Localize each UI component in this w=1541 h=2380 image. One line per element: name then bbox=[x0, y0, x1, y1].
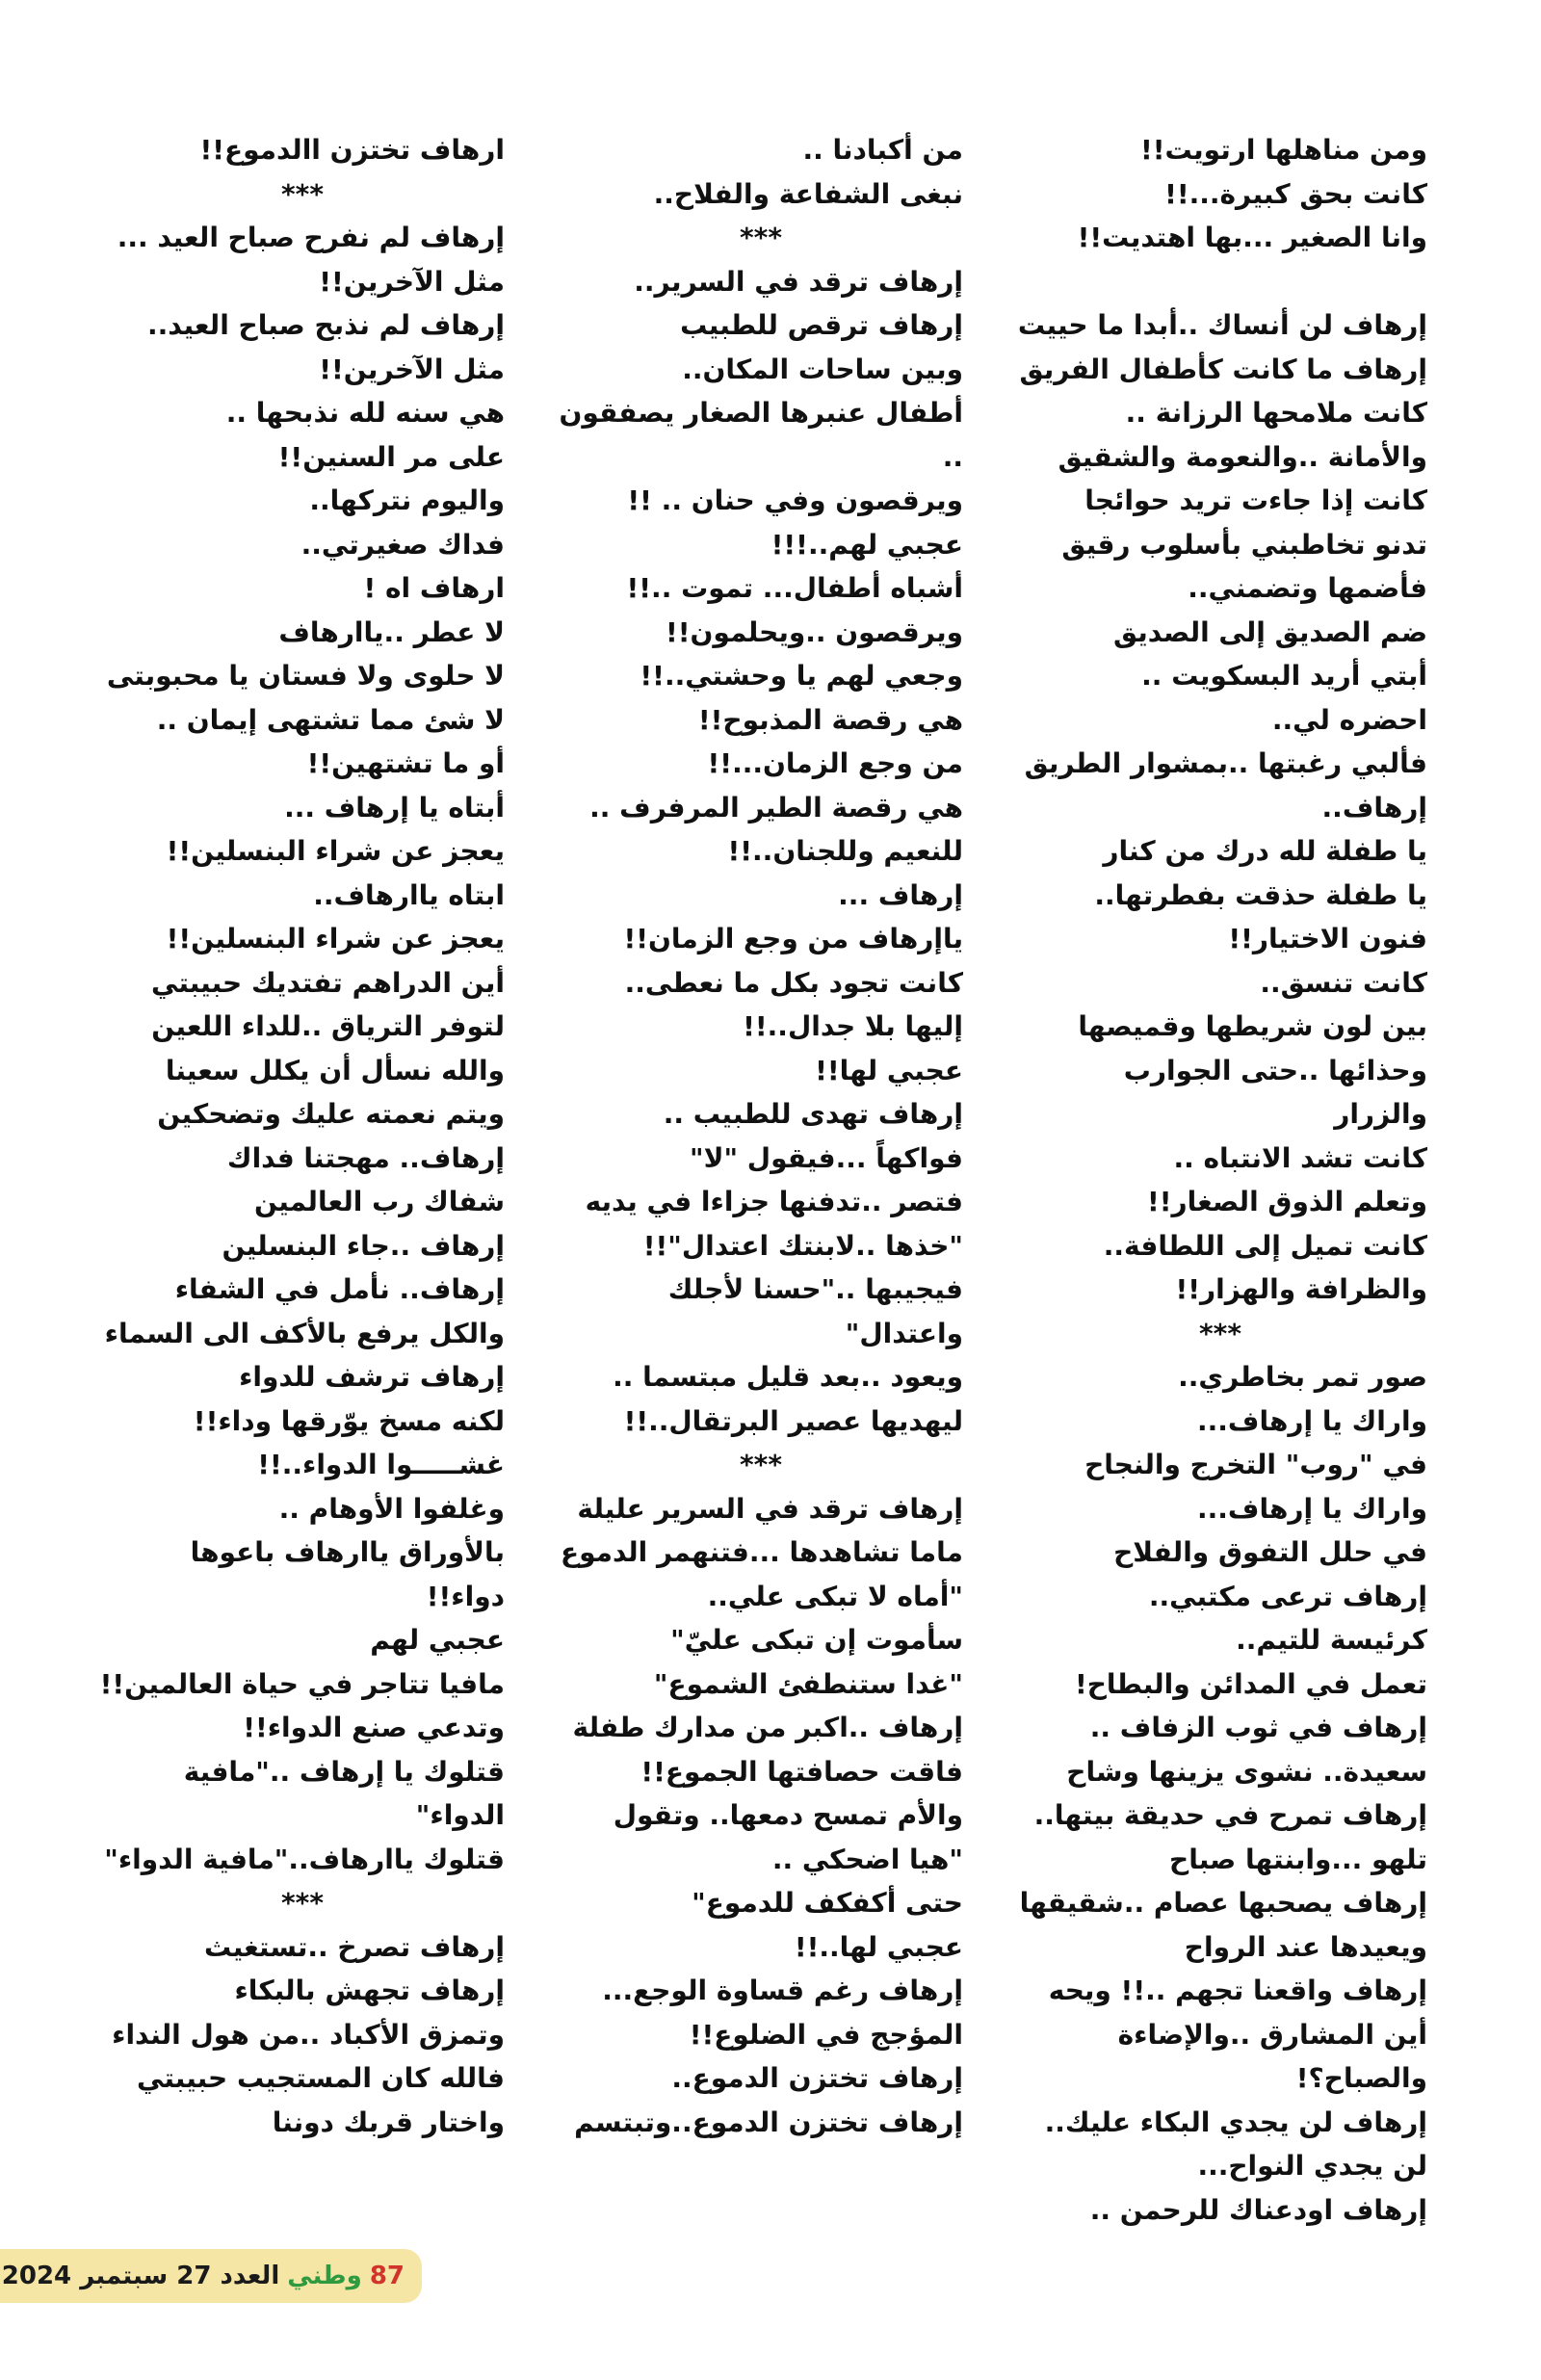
poem-line: واراك يا إرهاف... bbox=[1197, 1492, 1427, 1525]
poem-line: إرهاف تختزن الدموع.. bbox=[671, 2062, 963, 2094]
poem-line: والكل يرفع بالأكف الى السماء bbox=[104, 1317, 505, 1349]
poem-line: الدواء" bbox=[415, 1799, 505, 1831]
poem-line: واختار قربك دوننا bbox=[272, 2105, 505, 2138]
poem-line: وغلفوا الأوهام .. bbox=[278, 1492, 505, 1525]
poem-line: أبتي أريد البسكويت .. bbox=[1141, 660, 1427, 692]
poem-line: بين لون شريطها وقميصها bbox=[1078, 1010, 1427, 1042]
poem-line: قتلوك يا إرهاف .."مافية bbox=[183, 1755, 505, 1788]
poem-line: إرهاف تصرخ ..تستغيث bbox=[204, 1930, 505, 1963]
poem-line: واليوم نتركها.. bbox=[309, 484, 505, 516]
poem-line: ويعيدها عند الرواح bbox=[1184, 1930, 1427, 1963]
poem-line: مثل الآخرين!! bbox=[319, 265, 505, 298]
poem-line: إليها بلا جدال..!! bbox=[743, 1010, 963, 1042]
poem-line: من أكبادنا .. bbox=[802, 134, 963, 166]
poem-line: إرهاف ترقص للطبيب bbox=[680, 309, 963, 341]
poem-line: والظرافة والهزار!! bbox=[1175, 1273, 1427, 1305]
poem-line: ياإرهاف من وجع الزمان!! bbox=[623, 923, 963, 955]
poem-line: تلهو ...وابنتها صباح bbox=[1169, 1843, 1427, 1875]
poem-line: .. bbox=[942, 440, 963, 473]
poem-line: فأضمها وتضمني.. bbox=[1188, 572, 1427, 604]
poem-line: كانت إذا جاءت تريد حوائجا bbox=[1084, 484, 1427, 516]
poem-line: "غدا ستنطفئ الشموع" bbox=[653, 1667, 963, 1700]
poem-line: وانا الصغير ...بها اهتديت!! bbox=[1077, 222, 1427, 253]
poem-line: أبتاه يا إرهاف ... bbox=[284, 791, 505, 824]
poem-line: واراك يا إرهاف... bbox=[1197, 1404, 1427, 1437]
poem-line: من وجع الزمان...!! bbox=[707, 747, 963, 779]
poem-line: إرهاف ... bbox=[838, 878, 963, 911]
poem-line: لن يجدي النواح... bbox=[1197, 2150, 1427, 2182]
poem-line: والأم تمسح دمعها.. وتقول bbox=[613, 1799, 963, 1831]
poem-line: ومن مناهلها ارتويت!! bbox=[1139, 134, 1427, 166]
poem-line: سعيدة.. نشوى يزينها وشاح bbox=[1066, 1755, 1427, 1788]
poem-line: ارهاف اه ! bbox=[363, 572, 505, 604]
poem-line: إرهاف واقعنا تجهم ..!! ويحه bbox=[1048, 1975, 1427, 2006]
poem-line: لكنه مسخ يوّرقها وداء!! bbox=[193, 1404, 505, 1437]
poem-line: عجبي لهم bbox=[370, 1624, 505, 1656]
poem-line: إرهاف رغم قساوة الوجع... bbox=[602, 1975, 963, 2006]
poem-line: لا شئ مما تشتهى إيمان .. bbox=[156, 703, 505, 736]
poem-line: إرهاف لم نذبح صباح العيد.. bbox=[147, 309, 505, 341]
poem-column-middle bbox=[559, 128, 963, 2144]
poem-line: بالأوراق ياارهاف باعوها bbox=[190, 1536, 505, 1568]
poem-line: تدنو تخاطبني بأسلوب رقيق bbox=[1061, 528, 1427, 561]
poem-line: في حلل التفوق والفلاح bbox=[1113, 1536, 1427, 1568]
poem-line: لا عطر ..ياارهاف bbox=[278, 615, 505, 648]
poem-line: أطفال عنبرها الصغار يصفقون bbox=[559, 397, 963, 429]
poem-line: إرهاف ترعى مكتبي.. bbox=[1148, 1580, 1427, 1612]
poem-line: احضره لي.. bbox=[1271, 703, 1427, 736]
poem-line: مثل الآخرين!! bbox=[319, 353, 505, 385]
poem-line: إرهاف تختزن الدموع..وتبتسم bbox=[574, 2105, 963, 2138]
poem-line: أين المشارق ..والإضاءة bbox=[1117, 2018, 1427, 2051]
poem-line: فالله كان المستجيب حبيبتي bbox=[137, 2062, 505, 2094]
poem-line: دواء!! bbox=[426, 1580, 505, 1612]
poem-line: ارهاف تختزن االدموع!! bbox=[199, 134, 505, 166]
poem-line: ليهديها عصير البرتقال..!! bbox=[623, 1404, 963, 1437]
poem-line: أين الدراهم تفتديك حبيبتي bbox=[150, 966, 505, 999]
poem-line: إرهاف.. bbox=[1321, 791, 1427, 824]
poem-line: ماما تشاهدها ...فتنهمر الدموع bbox=[560, 1536, 963, 1568]
poem-line: "خذها ..لابنتك اعتدال"!! bbox=[642, 1229, 963, 1262]
poem-line: يا طفلة لله درك من كنار bbox=[1103, 835, 1427, 867]
poem-line: على مر السنين!! bbox=[277, 440, 505, 473]
poem-line: إرهاف يصحبها عصام ..شقيقها bbox=[1019, 1887, 1427, 1919]
poem-line: إرهاف تمرح في حديقة بيتها.. bbox=[1033, 1799, 1427, 1831]
poem-line: نبغى الشفاعة والفلاح.. bbox=[653, 177, 963, 210]
poem-line: ضم الصديق إلى الصديق bbox=[1113, 615, 1427, 648]
section-separator: *** bbox=[281, 177, 324, 210]
poem-line: إرهاف ..جاء البنسلين bbox=[222, 1229, 505, 1262]
poem-line: إرهاف ما كانت كأطفال الفريق bbox=[1019, 353, 1427, 385]
poem-line: كانت تشد الانتباه .. bbox=[1173, 1141, 1427, 1174]
poem-line: أو ما تشتهين!! bbox=[306, 747, 505, 779]
poem-line: مافيا تتاجر في حياة العالمين!! bbox=[99, 1667, 505, 1700]
poem-line: إرهاف لن يجدي البكاء عليك.. bbox=[1044, 2105, 1427, 2138]
poem-line: إرهاف.. نأمل في الشفاء bbox=[174, 1273, 505, 1305]
poem-line bbox=[1013, 260, 1427, 304]
poem-line: وتمزق الأكباد ..من هول النداء bbox=[112, 2018, 505, 2051]
poem-line: "أماه لا تبكى علي.. bbox=[707, 1580, 963, 1612]
poem-line: وبين ساحات المكان.. bbox=[682, 353, 963, 385]
section-separator: *** bbox=[1199, 1317, 1241, 1349]
poem-line: حتى أكفكف للدموع" bbox=[692, 1887, 963, 1919]
poem-line: فتصر ..تدفنها جزاءا في يديه bbox=[585, 1186, 963, 1217]
poem-line: غشـــــوا الدواء..!! bbox=[257, 1449, 505, 1480]
poem-line: يا طفلة حذقت بفطرتها.. bbox=[1094, 878, 1427, 911]
poem-column-left bbox=[100, 128, 505, 2144]
page-footer bbox=[0, 2249, 422, 2303]
poem-line: والأمانة ..والنعومة والشقيق bbox=[1058, 440, 1427, 473]
poem-line: ويرقصون وفي حنان .. !! bbox=[627, 484, 963, 516]
poem-line: عجبي لها..!! bbox=[794, 1930, 963, 1963]
page-number: 87 bbox=[369, 2262, 405, 2290]
poem-line: "هيا اضحكي .. bbox=[771, 1843, 963, 1875]
poem-line: إرهاف ترشف للدواء bbox=[239, 1361, 505, 1393]
poem-line: فألبي رغبتها ..بمشوار الطريق bbox=[1024, 747, 1427, 779]
poem-line: هي رقصة الطير المرفرف .. bbox=[589, 791, 963, 824]
poem-line: فواكهاً ...فيقول "لا" bbox=[690, 1141, 963, 1174]
poem-line: إرهاف ..اكبر من مدارك طفلة bbox=[572, 1712, 963, 1743]
poem-line: كرئيسة للتيم.. bbox=[1236, 1624, 1427, 1656]
poem-line: ويتم نعمته عليك وتضحكين bbox=[157, 1098, 505, 1130]
poem-line: فداك صغيرتي.. bbox=[300, 528, 505, 561]
poem-line: إرهاف ترقد في السرير.. bbox=[634, 265, 963, 298]
poem-line: لتوفر الترياق ..للداء اللعين bbox=[151, 1010, 505, 1042]
poem-line: والصباح؟! bbox=[1295, 2062, 1427, 2094]
poem-line: يعجز عن شراء البنسلين!! bbox=[166, 835, 505, 867]
section-separator: *** bbox=[740, 1449, 782, 1480]
poem-line: شفاك رب العالمين bbox=[254, 1186, 505, 1217]
poem-line: لا حلوى ولا فستان يا محبوبتى bbox=[106, 660, 505, 692]
poem-line: إرهاف لن أنساك ..أبدا ما حييت bbox=[1017, 309, 1427, 341]
poem-line: إرهاف لم نفرح صباح العيد ... bbox=[117, 222, 505, 253]
poem-line: عجبي لهم..!!! bbox=[770, 528, 963, 561]
poem-line: كانت تنسق.. bbox=[1260, 966, 1427, 999]
poem-line: للنعيم وللجنان..!! bbox=[727, 835, 963, 867]
poem-line: وجعي لهم يا وحشتي..!! bbox=[640, 660, 963, 692]
section-separator: *** bbox=[281, 1887, 324, 1919]
poem-line: أشباه أطفال... تموت ..!! bbox=[626, 572, 963, 604]
poem-line: وحذائها ..حتى الجوارب bbox=[1123, 1054, 1427, 1086]
poem-line: إرهاف.. مهجتنا فداك bbox=[226, 1141, 505, 1174]
poem-line: ويرقصون ..ويحلمون!! bbox=[665, 615, 963, 648]
poem-line: كانت تميل إلى اللطافة.. bbox=[1103, 1229, 1427, 1262]
poem-line: وتعلم الذوق الصغار!! bbox=[1146, 1186, 1427, 1217]
poem-line: كانت بحق كبيرة...!! bbox=[1164, 177, 1427, 210]
poem-line: واعتدال" bbox=[845, 1317, 963, 1349]
poem-line: المؤجج في الضلوع!! bbox=[689, 2018, 963, 2051]
poem-line: في "روب" التخرج والنجاح bbox=[1084, 1449, 1427, 1480]
poem-line: فنون الاختيار!! bbox=[1228, 923, 1427, 955]
poem-line: ابتاه ياارهاف.. bbox=[313, 878, 505, 911]
poem-line: سأموت إن تبكى عليّ" bbox=[670, 1624, 963, 1656]
poem-line: تعمل في المدائن والبطاح! bbox=[1074, 1667, 1427, 1700]
poem-line: ويعود ..بعد قليل مبتسما .. bbox=[613, 1361, 963, 1393]
poem-line: كانت تجود بكل ما نعطى.. bbox=[624, 966, 963, 999]
poem-line: عجبي لها!! bbox=[815, 1054, 963, 1086]
poem-line: قتلوك ياارهاف.."مافية الدواء" bbox=[104, 1843, 505, 1875]
poem-line: كانت ملامحها الرزانة .. bbox=[1125, 397, 1427, 429]
poem-line: وتدعي صنع الدواء!! bbox=[243, 1712, 505, 1743]
poem-line: صور تمر بخاطري.. bbox=[1178, 1361, 1427, 1393]
poem-line: إرهاف ترقد في السرير عليلة bbox=[577, 1492, 963, 1525]
poem-line: إرهاف تهدى للطبيب .. bbox=[663, 1098, 963, 1130]
poem-line: والزرار bbox=[1334, 1098, 1427, 1130]
poem-line: فيجيبها .."حسنا لأجلك bbox=[667, 1273, 963, 1305]
poem-line: إرهاف اودعناك للرحمن .. bbox=[1089, 2193, 1427, 2226]
section-separator: *** bbox=[740, 222, 782, 253]
poem-line: والله نسأل أن يكلل سعينا bbox=[165, 1054, 505, 1086]
poem-line: إرهاف في ثوب الزفاف .. bbox=[1089, 1712, 1427, 1743]
poem-line: هي سنه لله نذبحها .. bbox=[225, 397, 505, 429]
poem-line: إرهاف تجهش بالبكاء bbox=[234, 1975, 505, 2006]
poem-line: فاقت حصافتها الجموع!! bbox=[640, 1755, 963, 1788]
poem-line: يعجز عن شراء البنسلين!! bbox=[166, 923, 505, 955]
poem-column-right bbox=[1013, 128, 1427, 2232]
poem-line: هي رقصة المذبوح!! bbox=[697, 703, 963, 736]
issue-date: العدد 27 سبتمبر 2024 bbox=[1, 2262, 280, 2290]
magazine-brand: وطني bbox=[287, 2262, 362, 2290]
